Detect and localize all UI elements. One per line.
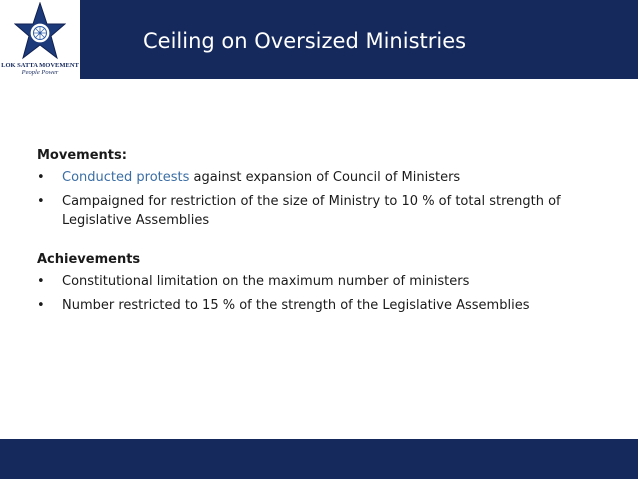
logo-org-name: LOK SATTA MOVEMENT	[1, 62, 79, 69]
bullet-item	[37, 296, 617, 315]
bullet-text: Number restricted to 15 % of the strength of the Legislative Assemblies	[62, 298, 530, 313]
logo-tagline: People Power	[21, 69, 59, 76]
bullet-item	[37, 168, 617, 187]
bullet-dot-icon: •	[37, 298, 45, 313]
bullet-item	[37, 272, 617, 291]
lok-satta-logo	[0, 0, 80, 79]
section-heading-movements: Movements:	[37, 148, 127, 163]
bullet-item	[37, 192, 617, 230]
slide-footer	[0, 439, 638, 479]
section-heading-achievements: Achievements	[37, 252, 141, 267]
slide-header	[0, 0, 638, 79]
highlighted-text: Conducted protests	[62, 170, 190, 185]
bullet-text: against expansion of Council of Ministers	[189, 170, 461, 185]
bullet-text: Campaigned for restriction of the size of Ministry to 10 % of total strength of Legislative Assemblies	[62, 194, 561, 228]
slide-title: Ceiling on Oversized Ministries	[143, 29, 467, 53]
bullet-dot-icon: •	[37, 274, 45, 289]
slide-body	[37, 146, 617, 315]
star-logo-icon	[14, 2, 66, 62]
bullet-text: Constitutional limitation on the maximum number of ministers	[62, 274, 470, 289]
bullet-dot-icon: •	[37, 170, 45, 185]
bullet-dot-icon: •	[37, 194, 45, 209]
